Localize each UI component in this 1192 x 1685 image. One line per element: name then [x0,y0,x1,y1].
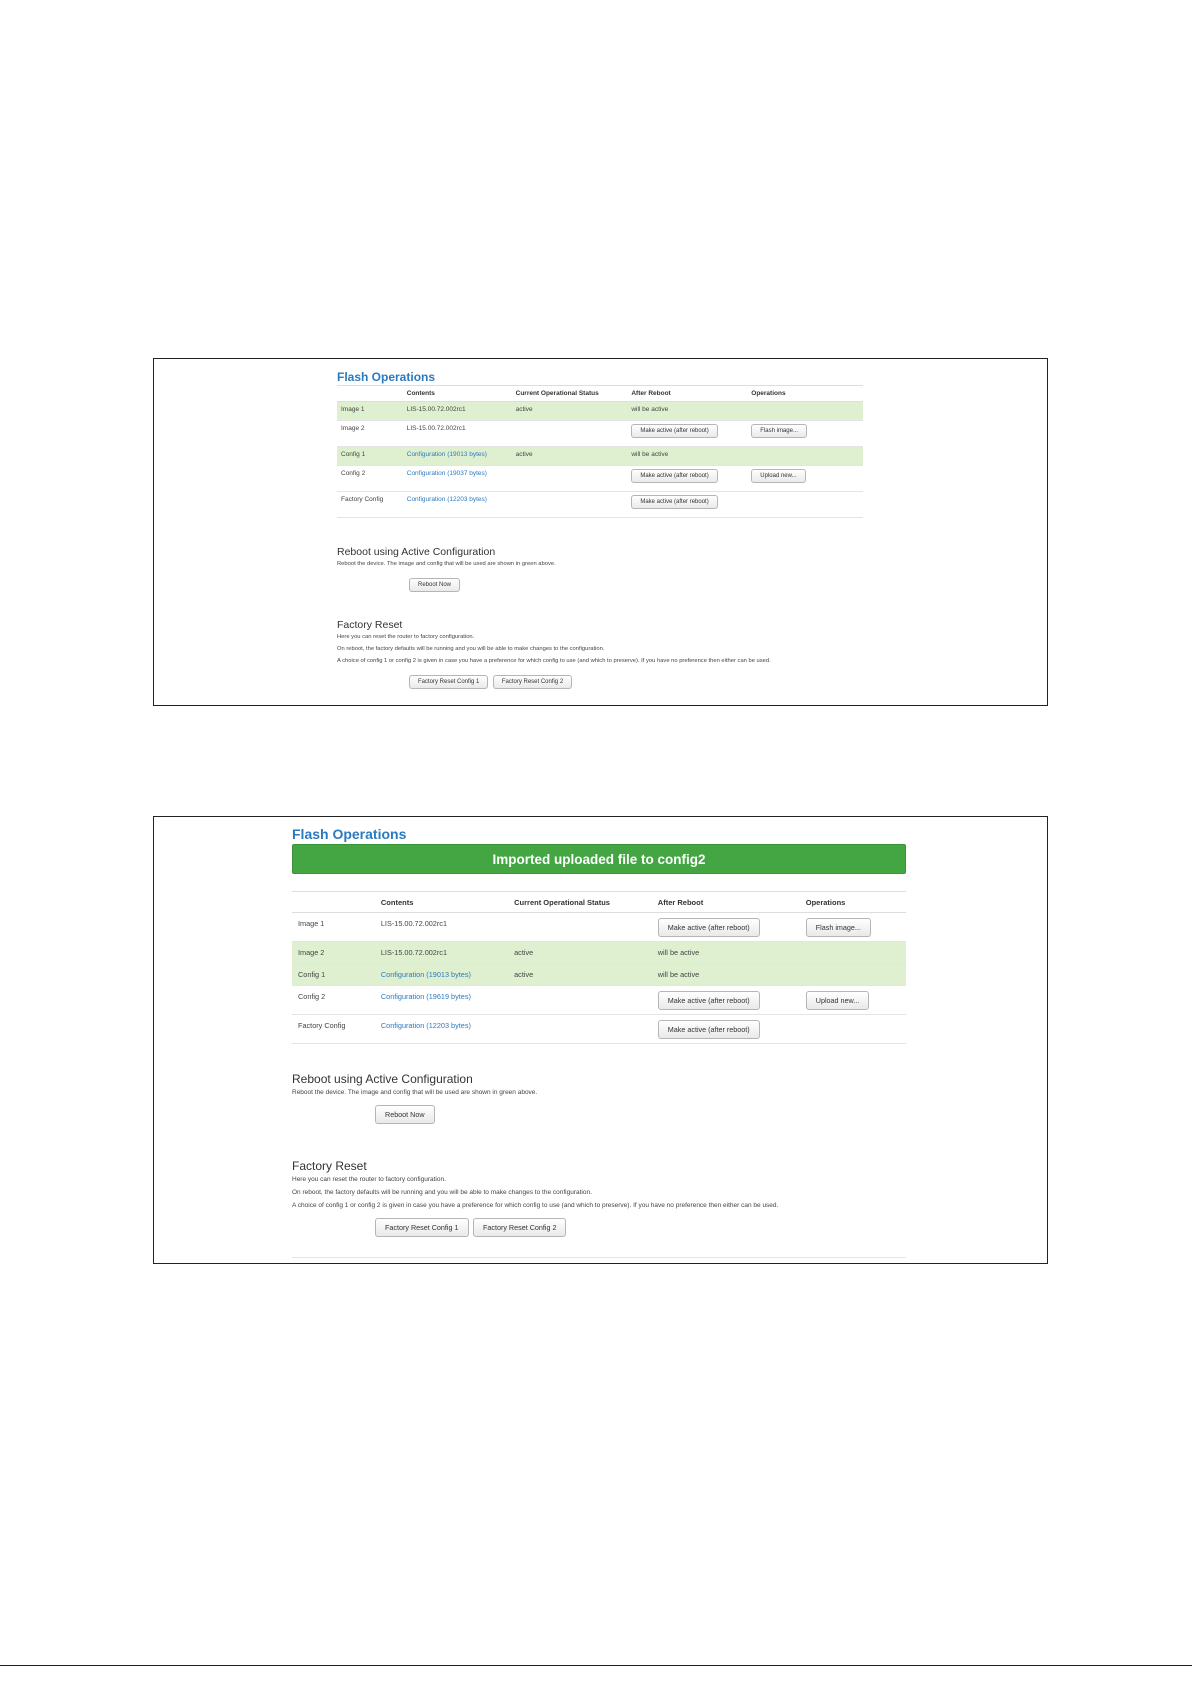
flash-image-button[interactable]: Flash image... [806,918,871,937]
row-after-reboot [627,492,747,518]
reboot-description: Reboot the device. The image and config that will be used are shown in green above. [292,1089,538,1096]
column-header-operations: Operations [800,892,906,913]
factory-config-link[interactable]: Configuration (12203 bytes) [380,1021,471,1030]
column-header-contents: Contents [403,386,512,402]
row-name: Factory Config [292,1015,375,1044]
reboot-description: Reboot the device. The image and config that will be used are shown in green above. [337,561,556,567]
row-contents [403,466,512,492]
row-after-reboot [652,986,800,1015]
flash-table [337,385,863,518]
config-1-link[interactable]: Configuration (19013 bytes) [380,970,471,979]
make-active-button[interactable]: Make active (after reboot) [631,495,717,509]
row-after-reboot [652,1015,800,1044]
flash-operations-panel [337,369,863,706]
row-name: Image 2 [337,421,403,447]
row-contents: LIS-15.00.72.002rc1 [403,402,512,421]
row-after-reboot: will be active [652,942,800,964]
row-contents [375,986,508,1015]
divider [292,1257,906,1258]
row-status: active [508,942,652,964]
row-operations [747,492,863,518]
factory-reset-line-2: On reboot, the factory defaults will be running and you will be able to make changes to the configuration. [337,646,605,652]
factory-reset-config-2-button[interactable]: Factory Reset Config 2 [473,1218,567,1237]
column-header [337,386,403,402]
make-active-button[interactable]: Make active (after reboot) [631,469,717,483]
row-after-reboot: will be active [652,964,800,986]
factory-reset-button-row [292,1217,906,1237]
row-contents [375,964,508,986]
table-header-row [292,892,906,913]
row-status [512,466,628,492]
column-header [292,892,375,913]
row-name: Image 1 [337,402,403,421]
row-after-reboot [627,421,747,447]
factory-reset-line-1: Here you can reset the router to factory configuration. [292,1176,446,1183]
row-status: active [512,447,628,466]
flash-table [292,891,906,1044]
upload-new-button[interactable]: Upload new... [806,991,870,1010]
table-row-config-1 [292,964,906,986]
row-contents: LIS-15.00.72.002rc1 [375,913,508,942]
row-status: active [512,402,628,421]
reboot-now-button[interactable]: Reboot Now [409,578,460,592]
factory-config-link[interactable]: Configuration (12203 bytes) [406,496,487,503]
row-status [508,913,652,942]
reboot-section-title: Reboot using Active Configuration [292,1072,473,1086]
config-2-link[interactable]: Configuration (19037 bytes) [406,470,487,477]
page-title: Flash Operations [337,370,436,384]
row-name: Config 1 [292,964,375,986]
row-contents [375,1015,508,1044]
row-name: Factory Config [337,492,403,518]
row-operations [800,986,906,1015]
factory-reset-title: Factory Reset [337,619,403,631]
row-contents: LIS-15.00.72.002rc1 [375,942,508,964]
table-row-image-2 [292,942,906,964]
row-operations [747,466,863,492]
config-2-link[interactable]: Configuration (19619 bytes) [380,992,471,1001]
factory-reset-config-1-button[interactable]: Factory Reset Config 1 [375,1218,469,1237]
row-status [512,492,628,518]
table-header-row [337,386,863,402]
row-name: Config 2 [337,466,403,492]
flash-image-button[interactable]: Flash image... [751,424,807,438]
row-after-reboot [652,913,800,942]
column-header-after-reboot: After Reboot [652,892,800,913]
table-row-config-2 [292,986,906,1015]
row-name: Image 2 [292,942,375,964]
factory-reset-config-1-button[interactable]: Factory Reset Config 1 [409,675,488,689]
flash-operations-panel [292,825,906,1258]
row-operations [800,913,906,942]
column-header-after-reboot: After Reboot [627,386,747,402]
table-row-config-2 [337,466,863,492]
screenshot-before-upload [153,358,1048,706]
row-operations [800,964,906,986]
table-row-image-1 [292,913,906,942]
factory-reset-line-1: Here you can reset the router to factory configuration. [337,634,475,640]
row-operations [800,942,906,964]
column-header-contents: Contents [375,892,508,913]
column-header-status: Current Operational Status [512,386,628,402]
factory-reset-button-row [337,670,863,689]
row-name: Image 1 [292,913,375,942]
factory-reset-config-2-button[interactable]: Factory Reset Config 2 [493,675,572,689]
row-operations [747,421,863,447]
table-row-image-1 [337,402,863,421]
row-status [508,986,652,1015]
reboot-button-row [337,573,863,592]
make-active-button[interactable]: Make active (after reboot) [658,991,760,1010]
row-contents: LIS-15.00.72.002rc1 [403,421,512,447]
table-row-factory-config [292,1015,906,1044]
table-row-factory-config [337,492,863,518]
row-contents [403,492,512,518]
page-footer-rule [0,1665,1192,1666]
row-after-reboot [627,466,747,492]
screenshot-after-upload [153,816,1048,1264]
reboot-section-title: Reboot using Active Configuration [337,546,496,558]
row-status [512,421,628,447]
column-header-status: Current Operational Status [508,892,652,913]
row-after-reboot: will be active [627,402,747,421]
column-header-operations: Operations [747,386,863,402]
row-status [508,1015,652,1044]
table-row-config-1 [337,447,863,466]
upload-new-button[interactable]: Upload new... [751,469,805,483]
row-operations [747,447,863,466]
row-after-reboot: will be active [627,447,747,466]
make-active-button[interactable]: Make active (after reboot) [658,918,760,937]
row-name: Config 2 [292,986,375,1015]
make-active-button[interactable]: Make active (after reboot) [658,1020,760,1039]
table-row-image-2 [337,421,863,447]
page-title: Flash Operations [292,826,407,842]
factory-reset-line-3: A choice of config 1 or config 2 is given in case you have a preference for which config to use (and which to preserve). If you have no preference then either can be used. [337,658,771,664]
row-name: Config 1 [337,447,403,466]
factory-reset-line-3: A choice of config 1 or config 2 is given in case you have a preference for which config to use (and which to preserve). If you have no preference then either can be used. [292,1202,779,1209]
factory-reset-line-2: On reboot, the factory defaults will be running and you will be able to make changes to the configuration. [292,1189,592,1196]
reboot-now-button[interactable]: Reboot Now [375,1105,435,1124]
success-alert: Imported uploaded file to config2 [292,844,906,874]
row-contents [403,447,512,466]
make-active-button[interactable]: Make active (after reboot) [631,424,717,438]
factory-reset-title: Factory Reset [292,1159,367,1173]
row-operations [747,402,863,421]
row-status: active [508,964,652,986]
row-operations [800,1015,906,1044]
reboot-button-row [292,1104,906,1124]
config-1-link[interactable]: Configuration (19013 bytes) [406,451,487,458]
